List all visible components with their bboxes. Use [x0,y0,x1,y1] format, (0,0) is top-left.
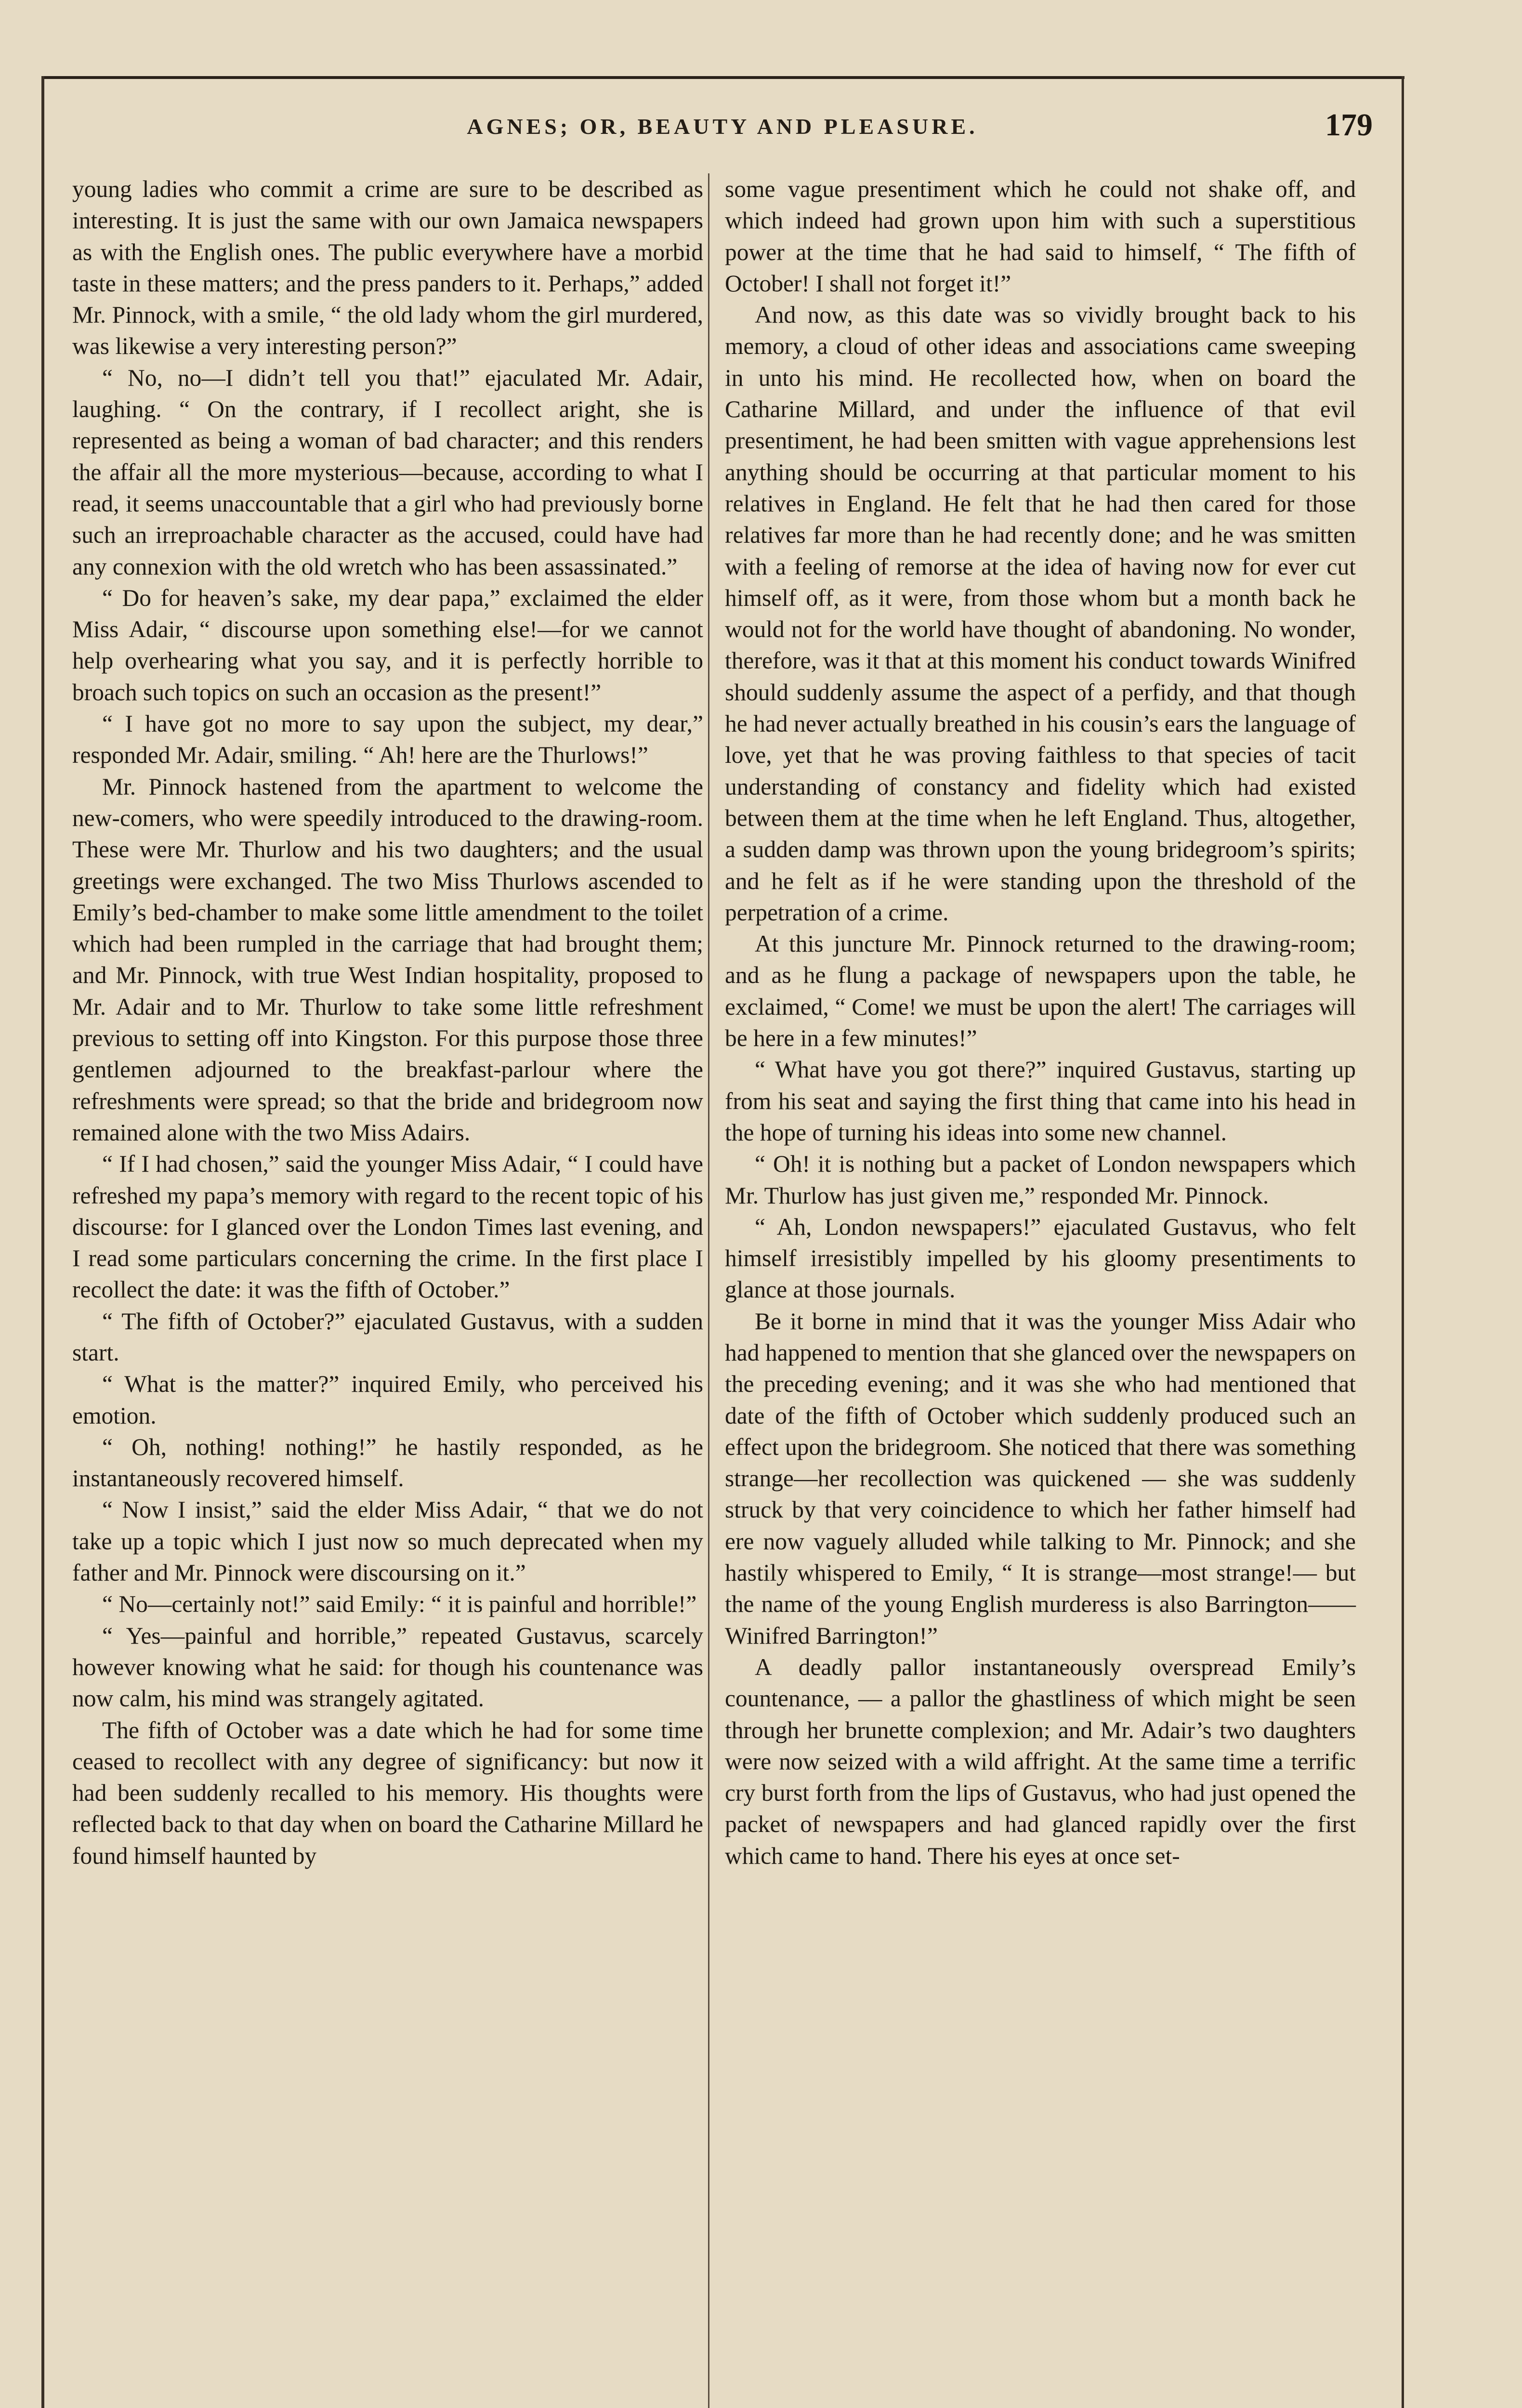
paragraph: young ladies who commit a crime are sure to be described as interesting. It is just the same with our own Jamaica newspapers as with the English ones. The public everywhere have a morbid taste in these matters; and the press panders to it. Perhaps,” added Mr. Pinnock, with a smile, “ the old lady whom the girl murdered, was likewise a very interesting person?” [72,176,703,360]
paragraph: “ The fifth of October?” ejaculated Gustavus, with a sudden start. [72,1308,703,1366]
paragraph: some vague presentiment which he could not shake off, and which indeed had grown upon him with such a superstitious power at the time that he had said to himself, “ The fifth of October! I shall not forget it!” [725,176,1356,297]
paragraph: “ Do for heaven’s sake, my dear papa,” exclaimed the elder Miss Adair, “ discourse upon something else!—for we cannot help overhearing what you say, and it is perfectly horrible to broach such topics on such an occasion as the present!” [72,584,703,706]
page-header [72,107,1373,157]
page-border-top [41,76,1404,79]
paragraph: “ No, no—I didn’t tell you that!” ejaculated Mr. Adair, laughing. “ On the contrary, if I recollect aright, she is represented as being a woman of bad character; and this renders the affair all the more mysterious—because, according to what I read, it seems unaccountable that a girl who had previously borne such an irreproachable character as the accused, could have had any connexion with the old wretch who has been assassinated.” [72,364,703,580]
paragraph: The fifth of October was a date which he had for some time ceased to recollect with any degree of significancy: but now it had been suddenly recalled to his memory. His thoughts were reflected back to that day when on board the Catharine Millard he found himself haunted by [72,1716,703,1869]
paragraph: “ If I had chosen,” said the younger Miss Adair, “ I could have refreshed my papa’s memory with regard to the recent topic of his discourse: for I glanced over the London Times last evening, and I read some particulars concerning the crime. In the first place I recollect the date: it was the fifth of October.” [72,1151,703,1303]
paragraph: “ What have you got there?” inquired Gustavus, starting up from his seat and saying the first thing that came into his head in the hope of turning his ideas into some new channel. [725,1056,1356,1146]
paragraph: Mr. Pinnock hastened from the apartment to welcome the new-comers, who were speedily introduced to the drawing-room. These were Mr. Thurlow and his two daughters; and the usual greetings were exchanged. The two Miss Thurlows ascended to Emily’s bed-chamber to make some little amendment to the toilet which had been rumpled in the carriage that had brought them; and Mr. Pinnock, with true West Indian hospitality, proposed to Mr. Adair and to Mr. Thurlow to take some little refreshment previous to setting off into Kingston. For this purpose those three gentlemen adjourned to the breakfast-parlour where the refreshments were spread; so that the bride and bridegroom now remained alone with the two Miss Adairs. [72,773,703,1146]
right-column [725,173,1356,1871]
paragraph: And now, as this date was so vividly brought back to his memory, a cloud of other ideas and associations came sweeping in unto his mind. He recollected how, when on board the Catharine Millard, and under the influence of that evil presentiment, he had been smitten with vague apprehensions lest anything should be occurring at that particular moment to his relatives in England. He felt that he had then cared for those relatives far more than he had recently done; and he was smitten with a feeling of remorse at the idea of having now for ever cut himself off, as it were, from those whom but a month back he would not for the world have thought of abandoning. No wonder, therefore, was it that at this moment his conduct towards Winifred should suddenly assume the aspect of a perfidy, and that though he had never actually breathed in his cousin’s ears the language of love, yet that he was proving faithless to that species of tacit understanding of constancy and fidelity which had existed between them at the time when he left England. Thus, altogether, a sudden damp was thrown upon the young bridegroom’s spirits; and he felt as if he were standing upon the threshold of the perpetration of a crime. [725,301,1356,926]
left-column [72,173,703,1871]
paragraph: “ What is the matter?” inquired Emily, who perceived his emotion. [72,1371,703,1429]
paragraph: “ No—certainly not!” said Emily: “ it is painful and horrible!” [102,1591,697,1618]
page-border-right [1402,76,1404,2408]
running-title: AGNES; OR, BEAUTY AND PLEASURE. [467,114,978,139]
page-number: 179 [1325,107,1373,143]
paragraph: “ Ah, London newspapers!” ejaculated Gustavus, who felt himself irresistibly impelled by his gloomy presentiments to glance at those journals. [725,1213,1356,1303]
page-border-left [41,76,44,2408]
paragraph: “ Now I insist,” said the elder Miss Adair, “ that we do not take up a topic which I just now so much deprecated when my father and Mr. Pinnock were discoursing on it.” [72,1496,703,1586]
column-divider [708,173,709,2408]
paragraph: “ Yes—painful and horrible,” repeated Gustavus, scarcely however knowing what he said: for though his countenance was now calm, his mind was strangely agitated. [72,1622,703,1712]
paragraph: Be it borne in mind that it was the younger Miss Adair who had happened to mention that she glanced over the newspapers on the preceding evening; and it was she who had mentioned that date of the fifth of October which suddenly produced such an effect upon the bridegroom. She noticed that there was something strange—her recollection was quickened — she was suddenly struck by that very coincidence to which her father himself had ere now vaguely alluded while talking to Mr. Pinnock; and she hastily whispered to Emily, “ It is strange—most strange!— but the name of the young English murderess is also Barrington——Winifred Barrington!” [725,1308,1356,1649]
paragraph: “ I have got no more to say upon the subject, my dear,” responded Mr. Adair, smiling. “ Ah! here are the Thurlows!” [72,710,703,769]
paragraph: “ Oh! it is nothing but a packet of London newspapers which Mr. Thurlow has just given me,” responded Mr. Pinnock. [725,1151,1356,1209]
paragraph: A deadly pallor instantaneously overspread Emily’s countenance, — a pallor the ghastliness of which might be seen through her brunette complexion; and Mr. Adair’s two daughters were now seized with a wild affright. At the same time a terrific cry burst forth from the lips of Gustavus, who had just opened the packet of newspapers and had glanced rapidly over the first which came to hand. There his eyes at once set- [725,1653,1356,1869]
paragraph: At this juncture Mr. Pinnock returned to the drawing-room; and as he flung a package of newspapers upon the table, he exclaimed, “ Come! we must be upon the alert! The carriages will be here in a few minutes!” [725,930,1356,1052]
paragraph: “ Oh, nothing! nothing!” he hastily responded, as he instantaneously recovered himself. [72,1433,703,1492]
